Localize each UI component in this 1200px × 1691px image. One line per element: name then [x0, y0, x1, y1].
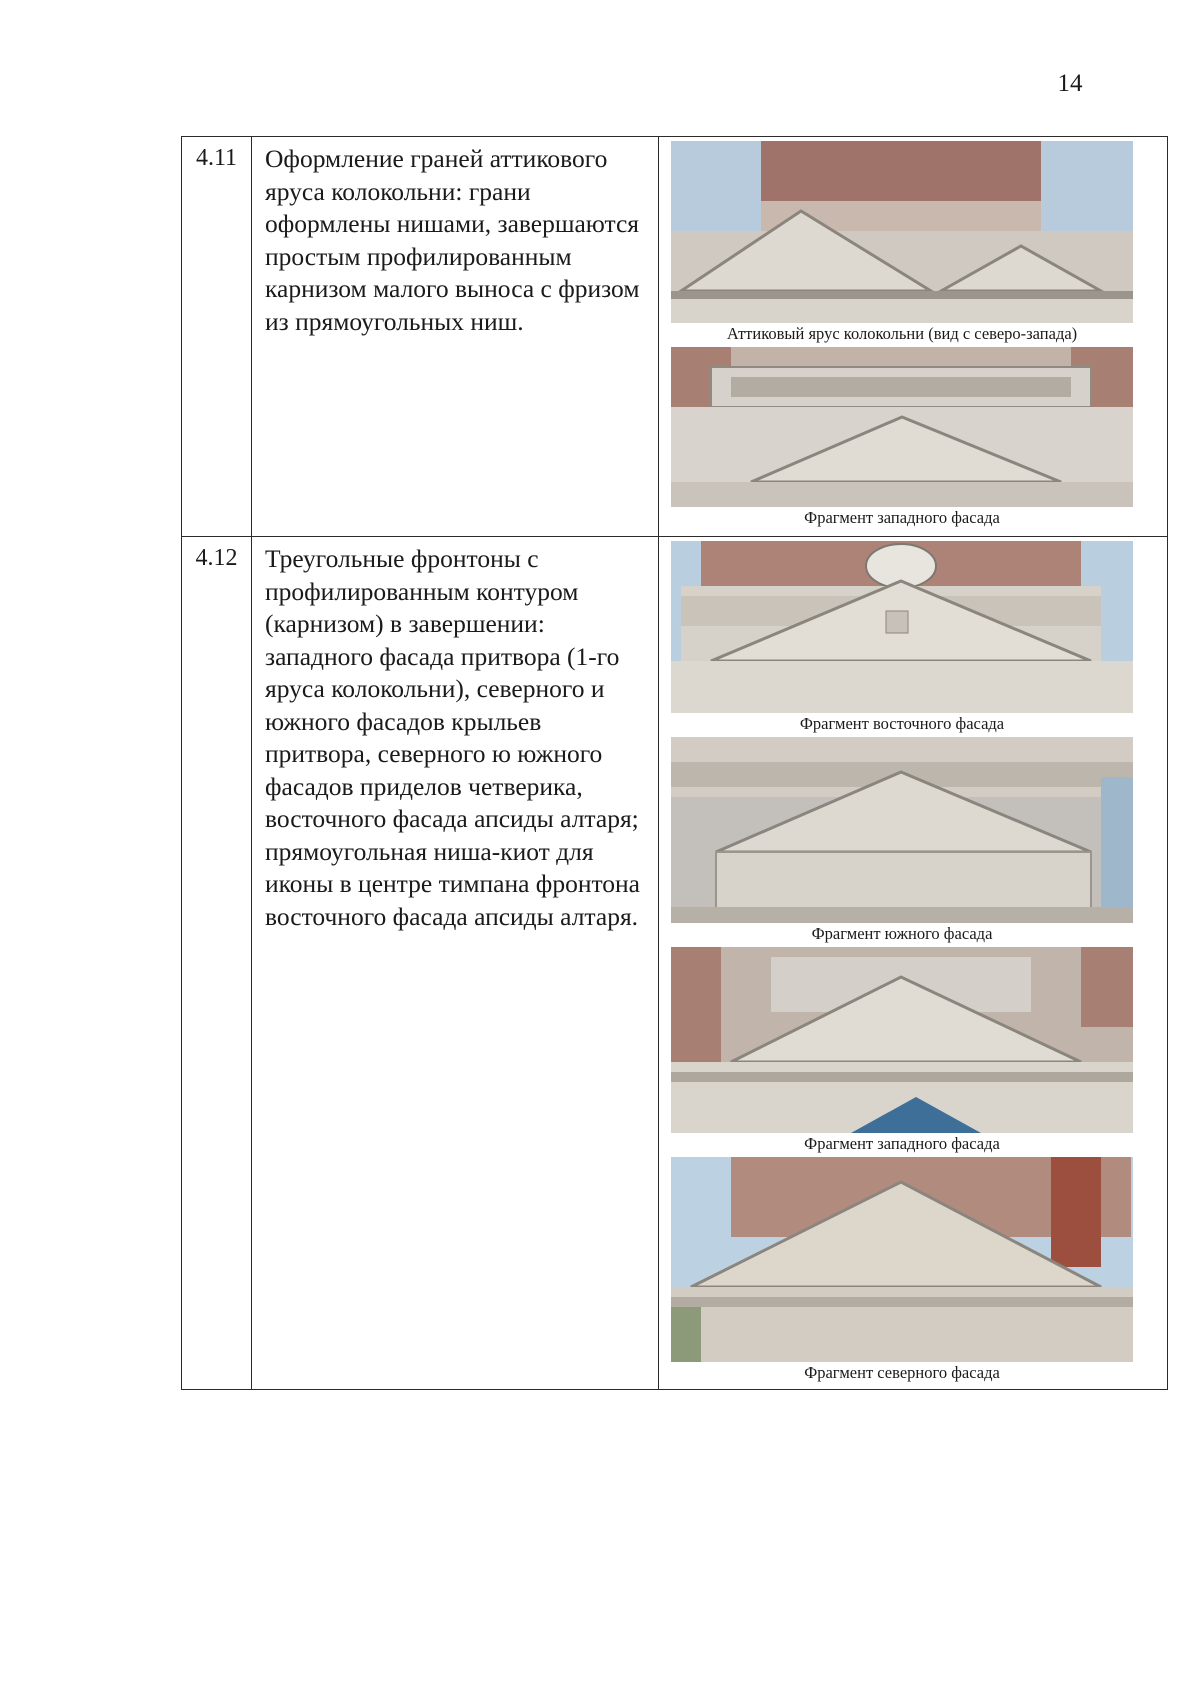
photo-cell [659, 137, 1168, 537]
photo-caption: Фрагмент северного фасада [804, 1363, 1000, 1382]
row-description: Треугольные фронтоны с профилированным контуром (карнизом) в завершении: западного фасада притвора (1-го яруса колокольни), северного и южного фасадов крыльев притвора, северного ю южного фасадов приделов четверика, восточного фасада апсиды алтаря; прямоугольная ниша-киот для иконы в центре тимпана фронтона восточного фасада апсиды алтаря. [252, 537, 659, 1390]
pediment-photo [671, 347, 1133, 507]
pediment-photo [671, 541, 1133, 713]
page-number: 14 [1057, 70, 1083, 97]
photo-block [671, 141, 1139, 529]
architectural-elements-table [181, 136, 1168, 1390]
pediment-photo [671, 737, 1133, 923]
photo-block [671, 541, 1139, 1384]
pediment-photo [671, 1157, 1133, 1362]
photo-cell [659, 537, 1168, 1390]
row-description: Оформление граней аттикового яруса колокольни: грани оформлены нишами, завершаются простым профилированным карнизом малого выноса с фризом из прямоугольных ниш. [252, 137, 659, 537]
photo-caption: Фрагмент западного фасада [804, 1134, 1000, 1153]
photo-caption: Фрагмент восточного фасада [799, 714, 1005, 733]
row-number: 4.11 [182, 137, 252, 537]
photo-caption: Аттиковый ярус колокольни (вид с северо-запада) [726, 324, 1078, 343]
pediment-photo [671, 947, 1133, 1133]
bell-tower-attic-photo [671, 141, 1133, 323]
photo-caption: Фрагмент западного фасада [804, 508, 1000, 527]
table-row [182, 137, 1168, 537]
row-number: 4.12 [182, 537, 252, 1390]
table-row [182, 537, 1168, 1390]
photo-caption: Фрагмент южного фасада [811, 924, 993, 943]
